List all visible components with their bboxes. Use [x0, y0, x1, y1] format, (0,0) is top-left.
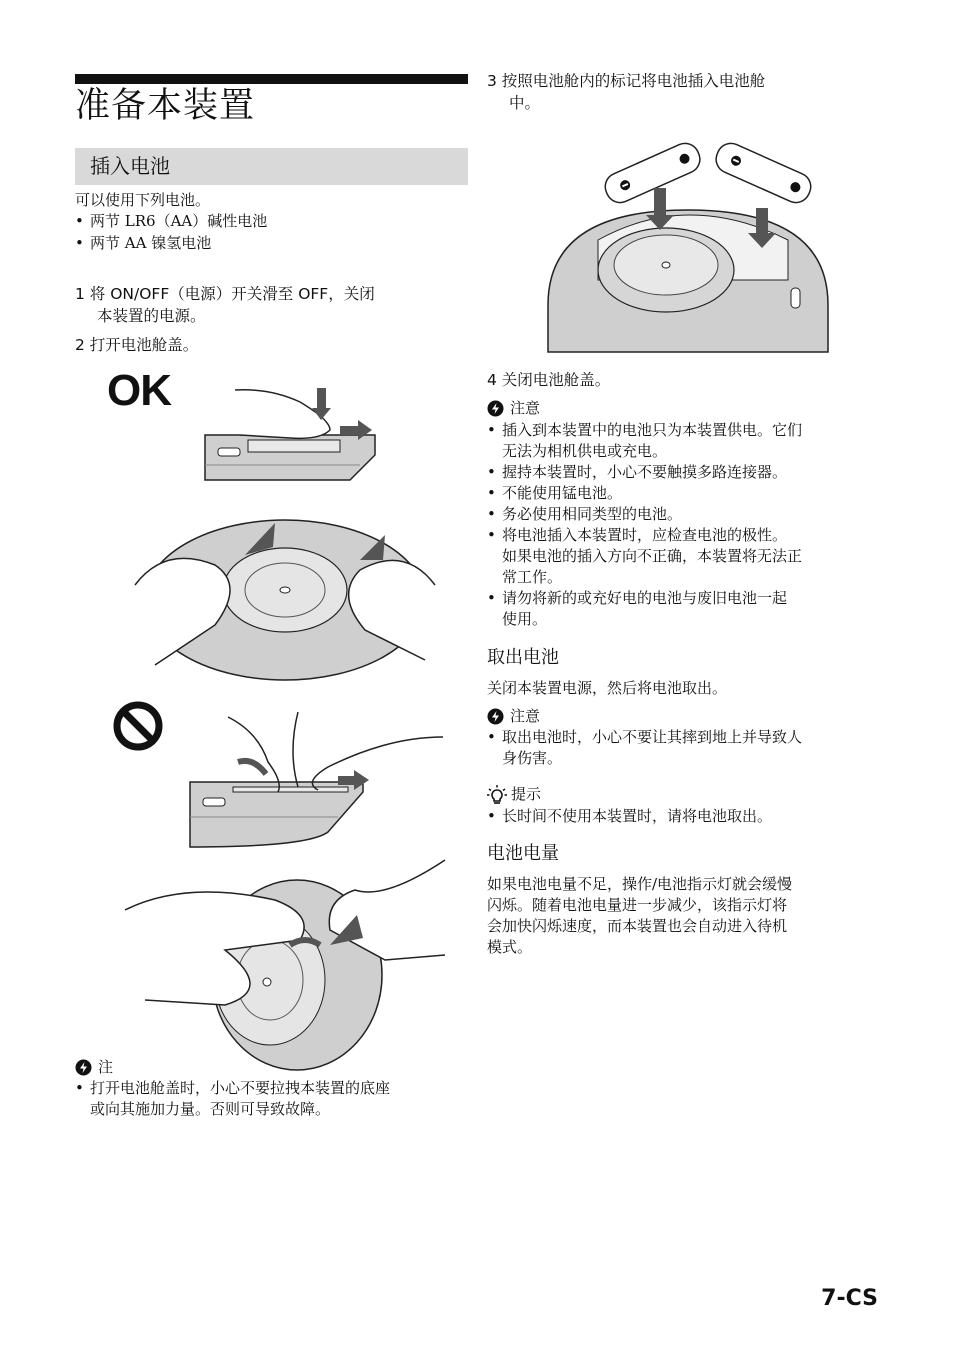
caution-item: • 务必使用相同类型的电池。: [487, 505, 683, 523]
page-number: 7-CS: [821, 1286, 878, 1311]
step-3-line-1: 3 按照电池舱内的标记将电池插入电池舱: [487, 72, 766, 90]
remove-caution-line: • 取出电池时，小心不要让其摔到地上并导致人: [487, 728, 803, 746]
remove-caution-line: 身伤害。: [502, 749, 563, 767]
step-1-line-1: 1 将 ON/OFF（电源）开关滑至 OFF，关闭: [75, 285, 375, 303]
caution-item: • 请勿将新的或充好电的电池与废旧电池一起: [487, 589, 788, 607]
battery-insert-illustration: [548, 130, 828, 352]
step-1-line-2: 本装置的电源。: [97, 307, 206, 325]
step-2: 2 打开电池舱盖。: [75, 336, 199, 354]
section-title: 插入电池: [90, 154, 170, 178]
title-rule: [75, 74, 468, 84]
left-note-line: 或向其施加力量。否则可导致故障。: [90, 1100, 331, 1118]
level-line: 如果电池电量不足，操作/电池指示灯就会缓慢: [487, 875, 793, 893]
level-line: 模式。: [487, 938, 533, 956]
caution-item-cont: 无法为相机供电或充电。: [502, 442, 668, 460]
lightbulb-icon: [487, 785, 507, 805]
cover-open-illustration: [135, 505, 435, 665]
hint-text: • 长时间不使用本装置时，请将电池取出。: [487, 807, 773, 825]
level-line: 会加快闪烁速度，而本装置也会自动进入待机: [487, 917, 788, 935]
ok-label: OK: [107, 366, 171, 415]
caution-item: • 握持本装置时，小心不要触摸多路连接器。: [487, 463, 788, 481]
battery-type-item: • 两节 LR6（AA）碱性电池: [75, 212, 268, 230]
remove-caution-heading: 注意: [487, 706, 540, 727]
level-heading: 电池电量: [487, 843, 559, 864]
prohibited-icon: [112, 700, 164, 752]
caution-item-cont: 如果电池的插入方向不正确，本装置将无法正: [502, 547, 803, 565]
cover-slide-illustration: [200, 380, 380, 490]
caution-item-cont: 使用。: [502, 610, 548, 628]
remove-text: 关闭本装置电源，然后将电池取出。: [487, 679, 728, 697]
level-line: 闪烁。随着电池电量进一步减少，该指示灯将: [487, 896, 788, 914]
step-4: 4 关闭电池舱盖。: [487, 371, 611, 389]
intro-text: 可以使用下列电池。: [75, 191, 211, 209]
step-3-line-2: 中。: [509, 94, 541, 112]
wrong-grip-illustration: [125, 860, 445, 1045]
caution-icon: [487, 400, 504, 417]
remove-heading: 取出电池: [487, 647, 559, 668]
caution-item: • 不能使用锰电池。: [487, 484, 623, 502]
caution-icon: [75, 1059, 92, 1076]
caution-heading: 注意: [487, 398, 540, 419]
hint-heading: 提示: [487, 784, 541, 805]
wrong-pull-illustration: [188, 712, 448, 852]
caution-icon: [487, 708, 504, 725]
left-note-heading: 注: [75, 1057, 113, 1078]
caution-item: • 插入到本装置中的电池只为本装置供电。它们: [487, 421, 803, 439]
page-title: 准备本装置: [75, 86, 256, 126]
caution-item-cont: 常工作。: [502, 568, 563, 586]
caution-item: • 将电池插入本装置时，应检查电池的极性。: [487, 526, 788, 544]
battery-type-item: • 两节 AA 镍氢电池: [75, 234, 212, 252]
left-note-line: • 打开电池舱盖时，小心不要拉拽本装置的底座: [75, 1079, 391, 1097]
